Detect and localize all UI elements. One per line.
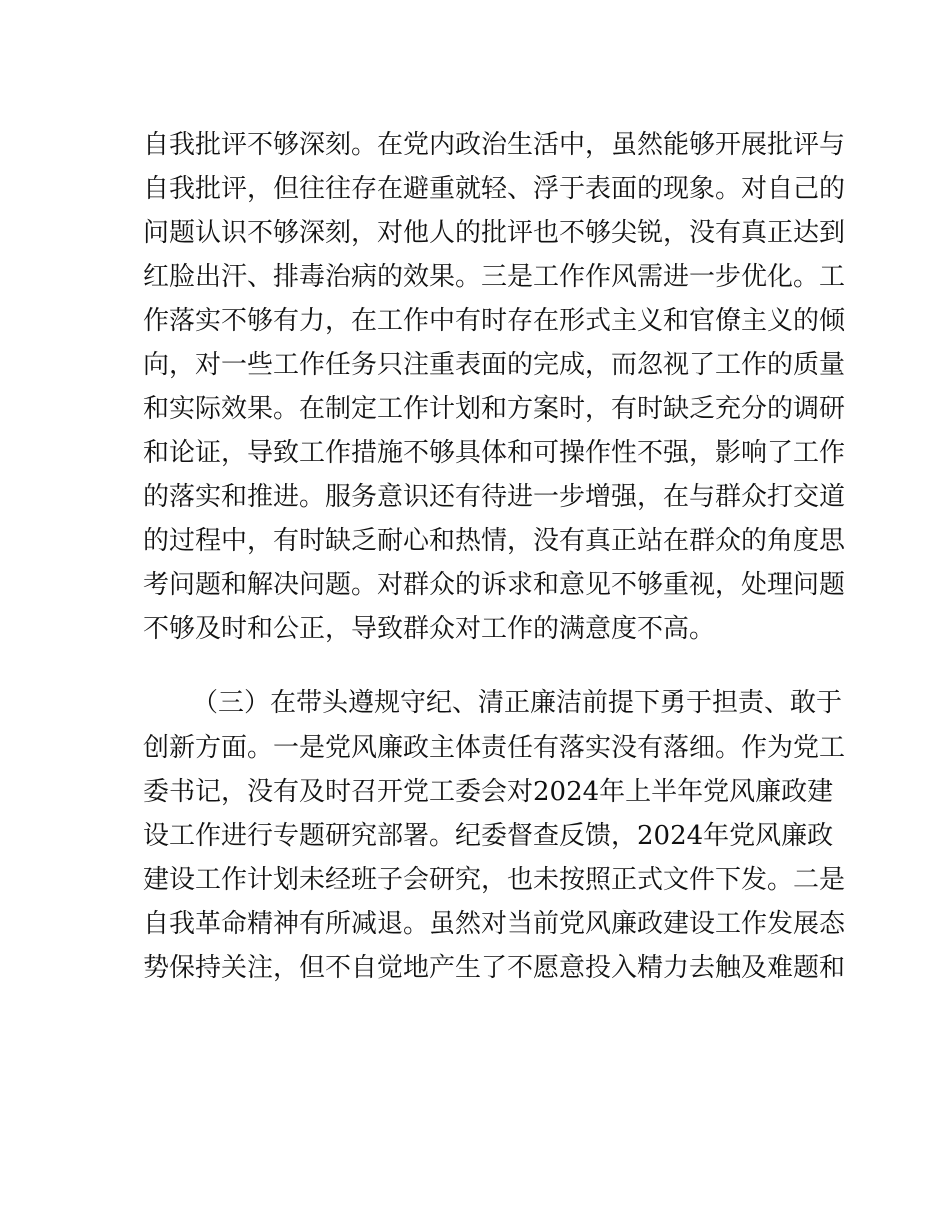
text-line: （三）在带头遵规守纪、清正廉洁前提下勇于担责、敢于: [192, 688, 843, 718]
text-line: 问题认识不够深刻，对他人的批评也不够尖锐，没有真正达到: [143, 218, 846, 248]
text-line: 委书记，没有及时召开党工委会对2024年上半年党风廉政建: [143, 777, 834, 807]
text-line: 红脸出汗、排毒治病的效果。三是工作作风需进一步优化。工: [143, 262, 846, 292]
text-line: 自我批评不够深刻。在党内政治生活中，虽然能够开展批评与: [143, 130, 846, 160]
text-line: 势保持关注，但不自觉地产生了不愿意投入精力去触及难题和: [143, 953, 846, 983]
text-line: 的落实和推进。服务意识还有待进一步增强，在与群众打交道: [143, 482, 846, 512]
text-line: 的过程中，有时缺乏耐心和热情，没有真正站在群众的角度思: [143, 526, 846, 556]
text-line: 作落实不够有力，在工作中有时存在形式主义和官僚主义的倾: [143, 306, 846, 336]
text-line: 创新方面。一是党风廉政主体责任有落实没有落细。作为党工: [143, 733, 846, 763]
text-line: 自我批评，但往往存在避重就轻、浮于表面的现象。对自己的: [143, 174, 846, 204]
text-line: 考问题和解决问题。对群众的诉求和意见不够重视，处理问题: [143, 570, 846, 600]
text-line: 和论证，导致工作措施不够具体和可操作性不强，影响了工作: [143, 438, 846, 468]
text-line: 和实际效果。在制定工作计划和方案时，有时缺乏充分的调研: [143, 394, 846, 424]
text-line: 设工作进行专题研究部署。纪委督查反馈，2024年党风廉政: [143, 821, 834, 851]
text-line: 不够及时和公正，导致群众对工作的满意度不高。: [143, 614, 716, 644]
text-line: 自我革命精神有所减退。虽然对当前党风廉政建设工作发展态: [143, 909, 846, 939]
text-line: 向，对一些工作任务只注重表面的完成，而忽视了工作的质量: [143, 350, 846, 380]
text-line: 建设工作计划未经班子会研究，也未按照正式文件下发。二是: [143, 865, 846, 895]
